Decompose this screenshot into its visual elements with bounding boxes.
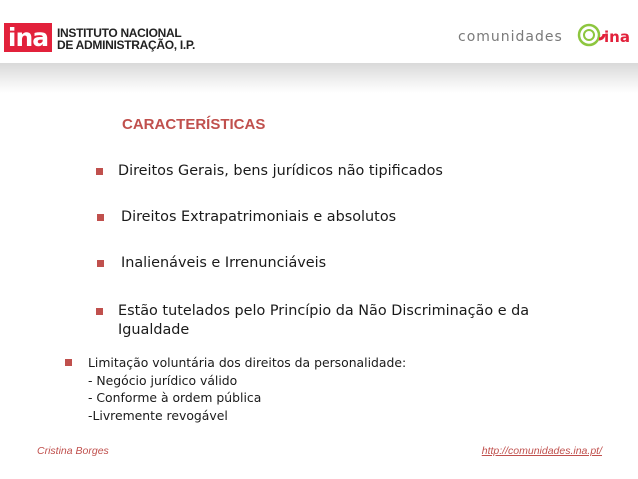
list-item: Estão tutelados pelo Princípio da Não Discriminação e da <box>118 303 530 319</box>
comunidades-logo-ring-inner <box>584 30 594 40</box>
list-item-continuation: Igualdade <box>118 322 190 338</box>
list-item: Inalienáveis e Irrenunciáveis <box>121 255 327 271</box>
bullet-icon <box>65 359 72 366</box>
sub-list-item: -Livremente revogável <box>88 407 228 423</box>
comunidades-logo <box>414 20 632 54</box>
list-item: Direitos Gerais, bens jurídicos não tipificados <box>118 163 443 179</box>
header-gradient-band <box>0 63 638 93</box>
institution-name <box>57 27 195 51</box>
bullet-icon <box>96 308 103 315</box>
bullet-icon <box>97 214 104 221</box>
ina-logo: ina <box>4 23 52 52</box>
sub-list-item: - Conforme à ordem pública <box>88 390 262 405</box>
slide-header <box>0 0 638 63</box>
footer-url-link[interactable]: http://comunidades.ina.pt/ <box>481 445 602 457</box>
bullet-icon <box>96 168 103 175</box>
sub-list-item: - Negócio jurídico válido <box>88 372 238 388</box>
bullet-icon <box>97 260 104 267</box>
footer-author: Cristina Borges <box>37 445 109 457</box>
sub-list-item: Limitação voluntária dos direitos da personalidade: <box>88 355 407 370</box>
institution-name-line1: INSTITUTO NACIONAL <box>57 26 182 40</box>
institution-name-line2: DE ADMINISTRAÇÃO, I.P. <box>57 38 196 52</box>
list-item: Direitos Extrapatrimoniais e absolutos <box>121 209 397 225</box>
comunidades-logo-ring-outer <box>579 25 599 45</box>
comunidades-logo-text: comunidades <box>458 29 563 45</box>
section-title: CARACTERÍSTICAS <box>122 116 266 133</box>
sub-list <box>88 354 406 424</box>
comunidades-logo-ina: ina <box>604 28 630 46</box>
